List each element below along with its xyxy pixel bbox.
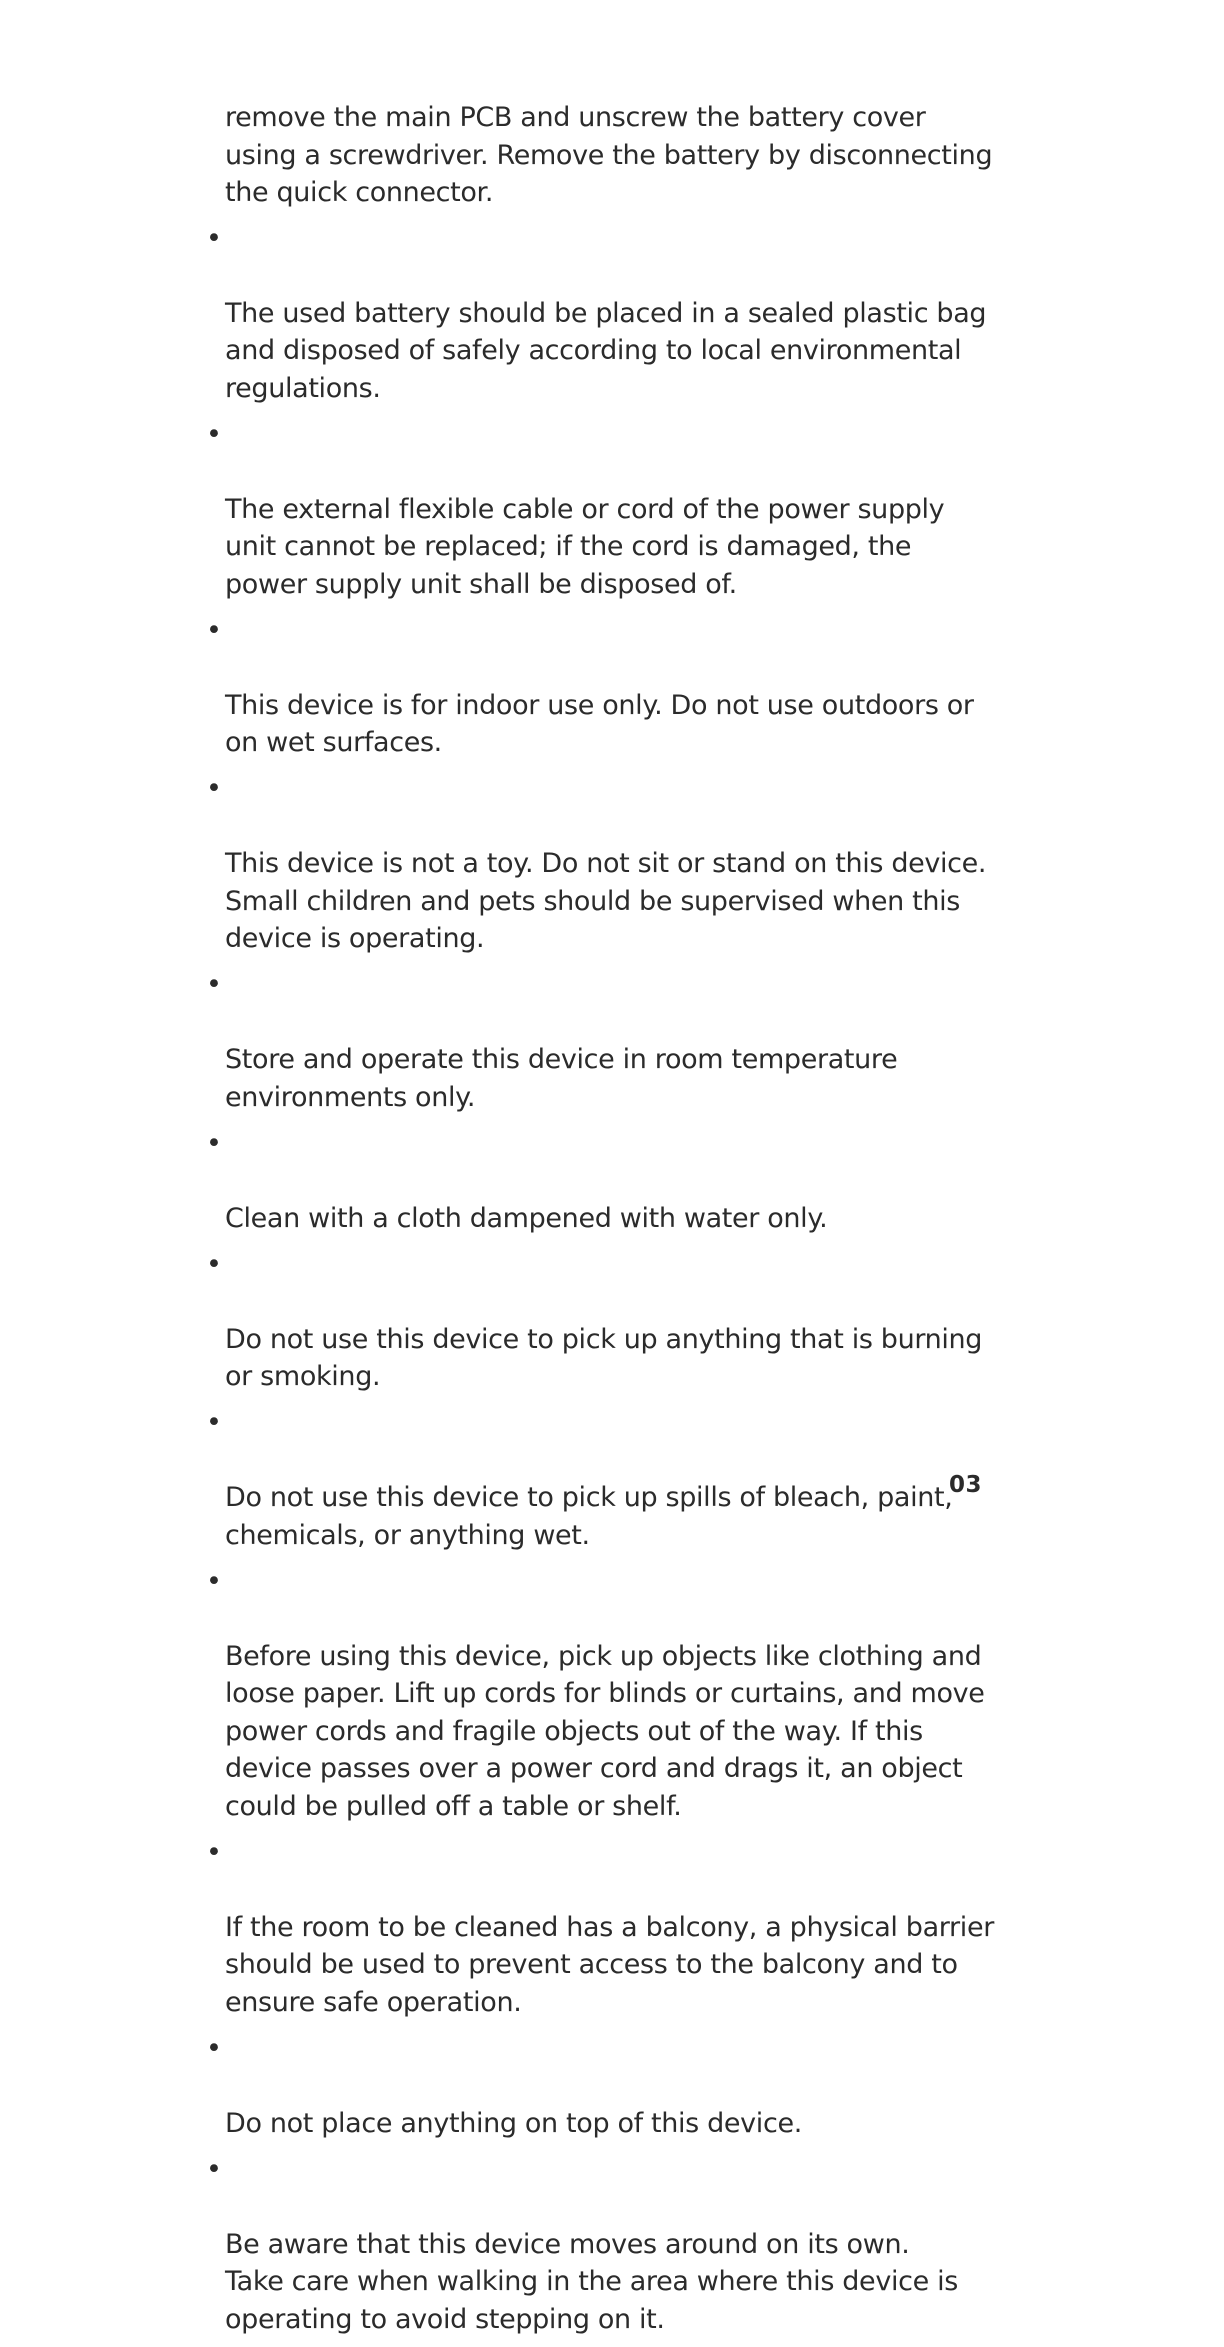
bullet-icon: • [206,2153,222,2185]
list-item [206,416,1006,604]
list-item-text: The used battery should be placed in a sealed plastic bag and disposed of safely according to local environmental regulations. [225,297,987,404]
list-item [206,966,1006,1116]
bullet-icon: • [206,969,222,1000]
list-item-text: If the room to be cleaned has a balcony, a physical barrier should be used to prevent access to the balcony and to ensure safe operation. [225,1911,994,2018]
bullet-icon: • [206,1127,222,1159]
list-item-text: This device is for indoor use only. Do not use outdoors or on wet surfaces. [225,689,974,758]
bullet-icon: • [206,222,222,254]
list-item-text: Do not use this device to pick up anything that is burning or smoking. [225,1323,983,1392]
list-item-text: Store and operate this device in room temperature environments only. [225,1044,898,1113]
list-item [206,1834,1006,2022]
bullet-icon: • [206,1565,222,1597]
list-item [206,1404,1006,1554]
list-item [206,2030,1006,2143]
bullet-icon: • [206,614,222,646]
list-item-text: Do not use this device to pick up spills of bleach, paint, chemicals, or anything wet. [225,1482,953,1551]
safety-instructions-content [206,99,1006,2347]
list-item-text: Before using this device, pick up objects like clothing and loose paper. Lift up cords for blinds or curtains, and move power cords and fragile objects out of the way. If this device passes over a power cord and drags it, an object could be pulled off a table or shelf. [225,1640,985,1822]
list-item [206,1563,1006,1826]
bullet-icon: • [206,418,222,450]
bullet-icon: • [206,1248,222,1280]
list-item-text: Do not place anything on top of this device. [225,2107,802,2139]
list-item-text: Clean with a cloth dampened with water only. [225,1202,828,1234]
bullet-icon: • [206,2032,222,2064]
list-item [206,612,1006,762]
bullet-icon: • [206,773,222,804]
list-item [206,2151,1006,2339]
list-item-text: This device is not a toy. Do not sit or stand on this device. Small children and pets should be supervised when this device is operating. [225,848,987,954]
bullet-icon: • [206,1407,222,1438]
list-item [206,220,1006,408]
list-item [206,770,1006,958]
list-item [206,1125,1006,1238]
safety-bullet-list [206,220,1006,2339]
list-item-text: Be aware that this device moves around on its own. Take care when walking in the area where this device is operating to avoid stepping on it. [225,2228,958,2335]
list-item-text: The external flexible cable or cord of the power supply unit cannot be replaced; if the cord is damaged, the power supply unit shall be disposed of. [225,493,945,600]
bullet-icon: • [206,1836,222,1868]
list-item [206,1246,1006,1396]
page-number: 03 [948,1472,982,1498]
continued-paragraph: remove the main PCB and unscrew the battery cover using a screwdriver. Remove the battery by disconnecting the quick connector. [225,102,993,208]
